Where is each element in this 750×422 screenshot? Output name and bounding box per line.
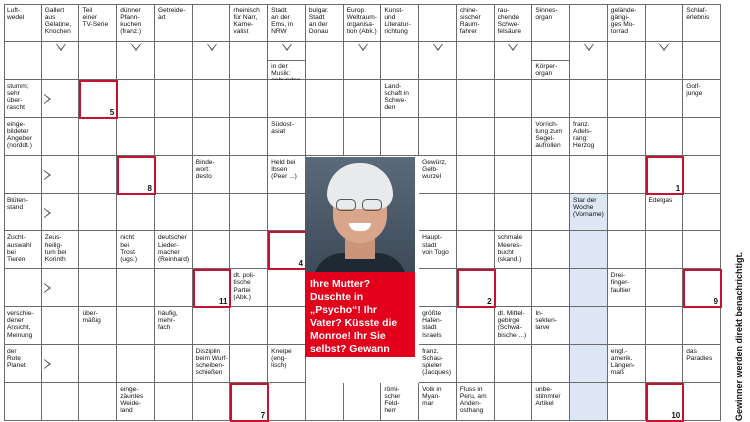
numbered-cell[interactable] (457, 269, 496, 308)
clue-text: franz. Adels- rang: Herzog (573, 120, 595, 149)
answer-cell[interactable] (79, 156, 117, 194)
answer-cell[interactable] (117, 345, 155, 383)
answer-cell[interactable] (155, 42, 193, 80)
arrow-down-icon (56, 44, 66, 51)
clue-cell (117, 4, 155, 42)
answer-cell[interactable] (193, 194, 231, 232)
clue-text: stumm; sehr über- rascht (7, 82, 29, 112)
answer-cell[interactable] (117, 269, 155, 307)
answer-cell[interactable] (4, 383, 42, 421)
clue-text: dt. Mittel- gebirge (Schwä- bische ...) (497, 310, 527, 339)
answer-cell[interactable] (4, 42, 42, 80)
answer-cell[interactable] (570, 383, 608, 421)
answer-cell[interactable] (230, 80, 268, 118)
side-note (727, 4, 750, 421)
clue-cell (4, 231, 42, 269)
answer-cell[interactable] (683, 307, 721, 345)
clue-text: franz. Schau- spieler (Jacques) (422, 348, 452, 377)
arrow-down-icon (584, 44, 594, 51)
answer-cell[interactable] (230, 231, 268, 269)
clue-text: einge- zäuntes Weide- land (120, 386, 144, 415)
clue-text: Zucht- auswahl bei Tieren (7, 234, 32, 263)
answer-cell[interactable] (457, 80, 495, 118)
answer-cell[interactable] (646, 80, 684, 118)
clue-cell (117, 231, 155, 269)
clue-cell (193, 156, 231, 194)
numbered-cell[interactable] (646, 383, 685, 422)
clue-cell (419, 307, 457, 345)
arrow-down-icon (207, 44, 217, 51)
answer-cell[interactable] (344, 80, 382, 118)
answer-cell[interactable] (495, 118, 533, 156)
answer-cell[interactable] (457, 42, 495, 80)
clue-cell (532, 42, 570, 80)
clue-text: Luft- wedel (7, 7, 25, 22)
answer-cell[interactable] (570, 4, 608, 42)
answer-cell[interactable] (42, 307, 80, 345)
answer-cell[interactable] (646, 269, 684, 307)
clue-text: bulgar. Stadt an der Donau (308, 7, 329, 36)
answer-cell[interactable] (306, 42, 344, 80)
answer-cell[interactable] (79, 231, 117, 269)
numbered-cell[interactable] (193, 269, 232, 308)
clue-text: Fluss in Peru, am Anden- osthang (459, 386, 487, 415)
answer-cell[interactable] (419, 80, 457, 118)
clue-text: Star der Woche (Vorname) (573, 196, 604, 218)
clue-cell (532, 118, 570, 156)
clue-cell (532, 4, 570, 42)
arrow-down-icon (659, 44, 669, 51)
clue-cell (532, 383, 570, 421)
clue-text: rau- chende Schwe- felsäure (497, 7, 522, 36)
clue-cell (42, 231, 80, 269)
clue-text: Disziplin beim Wurf- scheiben- schießen (195, 348, 228, 377)
clue-cell (4, 307, 42, 345)
clue-text: nicht bei Trost (ugs.) (120, 234, 138, 263)
clue-text: unbe- stimmter Artikel (535, 386, 561, 408)
answer-cell[interactable] (495, 345, 533, 383)
clue-text: Gewürz, Gelb- wurzel (422, 158, 447, 180)
answer-cell[interactable] (457, 307, 495, 345)
answer-cell[interactable] (608, 80, 646, 118)
answer-cell[interactable] (646, 231, 684, 269)
answer-cell[interactable] (155, 194, 193, 232)
answer-cell[interactable] (117, 80, 155, 118)
cell-number: 8 (147, 183, 152, 193)
clue-cell (230, 269, 268, 307)
clue-cell (419, 231, 457, 269)
answer-cell[interactable] (532, 345, 570, 383)
answer-cell[interactable] (419, 194, 457, 232)
clue-text: Blüten- stand (7, 196, 28, 211)
arrow-right-icon (44, 94, 51, 104)
answer-cell[interactable] (419, 118, 457, 156)
clue-cell (570, 194, 608, 232)
cell-number: 9 (713, 297, 718, 307)
answer-cell[interactable] (495, 269, 533, 307)
clue-text: dt. poli- tische Partei (Abk.) (233, 272, 256, 301)
answer-cell[interactable] (155, 345, 193, 383)
clue-text: verschie- dener Ansicht, Meinung (7, 310, 34, 339)
clue-text: Sinnes- organ (535, 7, 558, 22)
answer-cell[interactable] (419, 4, 457, 42)
clue-cell (117, 383, 155, 421)
clue-cell (42, 4, 80, 42)
answer-cell[interactable] (683, 383, 721, 421)
answer-cell[interactable] (155, 383, 193, 421)
clue-text: engl.- amerik. Längen- maß (610, 348, 635, 377)
clue-text: rheinisch für Narr, Karne- valist (233, 7, 260, 36)
clue-cell (419, 156, 457, 194)
answer-cell[interactable] (268, 383, 306, 421)
answer-cell[interactable] (42, 118, 80, 156)
clue-text: deutscher Lieder- macher (Reinhard) (157, 234, 190, 263)
answer-cell[interactable] (532, 194, 570, 232)
answer-cell[interactable] (570, 307, 608, 345)
answer-cell[interactable] (608, 194, 646, 232)
answer-cell[interactable] (457, 194, 495, 232)
answer-cell[interactable] (683, 194, 721, 232)
clue-cell (646, 194, 684, 232)
arrow-down-icon (358, 44, 368, 51)
clue-cell (381, 383, 419, 421)
answer-cell[interactable] (42, 383, 80, 421)
clue-text: Schlaf- erlebnis (686, 7, 710, 22)
clue-text: Golf- junge (686, 82, 703, 97)
clue-cell (608, 269, 646, 307)
clue-text: Vorrich- tung zum Segel- aufrollen (535, 120, 563, 149)
answer-cell[interactable] (193, 118, 231, 156)
clue-text: Europ. Weltraum- organisa- tion (Abk.) (346, 7, 377, 36)
answer-cell[interactable] (117, 194, 155, 232)
answer-cell[interactable] (495, 383, 533, 421)
numbered-cell[interactable] (683, 269, 722, 308)
clue-cell (532, 307, 570, 345)
clue-text: Getreide- art (157, 7, 186, 22)
side-note-text: Gewinner werden direkt benachrichtigt. (733, 251, 744, 421)
answer-cell[interactable] (532, 80, 570, 118)
answer-cell[interactable] (306, 80, 344, 118)
clue-text: Land- schaft in Schwe- den (384, 82, 409, 112)
clue-text: Gallert aus Gelatine, Knochen (44, 7, 72, 36)
answer-cell[interactable] (230, 156, 268, 194)
clue-text: größte Hafen- stadt Israels (422, 310, 442, 339)
clue-cell (457, 4, 495, 42)
answer-cell[interactable] (683, 42, 721, 80)
clue-cell (155, 307, 193, 345)
answer-cell[interactable] (193, 80, 231, 118)
clue-cell (495, 307, 533, 345)
cell-number: 2 (487, 297, 492, 307)
answer-cell[interactable] (117, 307, 155, 345)
answer-cell[interactable] (155, 80, 193, 118)
clue-cell (4, 80, 42, 118)
clue-cell (193, 345, 231, 383)
answer-cell[interactable] (79, 345, 117, 383)
clue-cell (381, 80, 419, 118)
clue-text: Kneipe (eng- lisch) (271, 348, 292, 370)
clue-cell (683, 345, 721, 383)
clue-text: dünner Pfann- kuchen (franz.) (120, 7, 142, 36)
clue-cell (495, 4, 533, 42)
clue-cell (4, 194, 42, 232)
answer-cell[interactable] (570, 156, 608, 194)
answer-cell[interactable] (230, 118, 268, 156)
numbered-cell[interactable] (79, 80, 118, 119)
arrow-down-icon (433, 44, 443, 51)
answer-cell[interactable] (4, 156, 42, 194)
clue-text: Teil einer TV-Serie (82, 7, 109, 29)
clue-cell (79, 4, 117, 42)
clue-text: chine- sischer Raum- fahrer (459, 7, 481, 36)
answer-cell[interactable] (570, 231, 608, 269)
clue-text: über- mäßig (82, 310, 101, 325)
answer-cell[interactable] (646, 118, 684, 156)
answer-cell[interactable] (495, 194, 533, 232)
answer-cell[interactable] (155, 118, 193, 156)
answer-cell[interactable] (344, 118, 382, 156)
answer-cell[interactable] (193, 307, 231, 345)
answer-cell[interactable] (193, 4, 231, 42)
clue-cell (419, 383, 457, 421)
answer-cell[interactable] (532, 269, 570, 307)
clue-cell (683, 4, 721, 42)
clue-cell (268, 345, 306, 383)
cell-number: 1 (675, 183, 681, 193)
clue-cell (79, 307, 117, 345)
answer-cell[interactable] (381, 118, 419, 156)
arrow-down-icon (282, 44, 292, 51)
clue-cell (457, 383, 495, 421)
answer-cell[interactable] (306, 118, 344, 156)
clue-text: einge- bildeter Angeber (norddt.) (7, 120, 32, 149)
clue-text: Südost- asiat (271, 120, 294, 135)
cell-number: 10 (671, 410, 681, 420)
answer-cell[interactable] (532, 231, 570, 269)
cell-number: 11 (218, 297, 228, 307)
clue-text: Binde- wort: desto (195, 158, 215, 180)
answer-cell[interactable] (419, 269, 457, 307)
cell-number: 5 (109, 107, 115, 117)
clue-text: Held bei Ibsen (Peer ...) (271, 158, 297, 180)
clue-cell (495, 231, 533, 269)
answer-cell[interactable] (79, 118, 117, 156)
answer-cell[interactable] (608, 118, 646, 156)
answer-cell[interactable] (457, 231, 495, 269)
answer-cell[interactable] (646, 345, 684, 383)
answer-cell[interactable] (608, 231, 646, 269)
clue-text: Edelgas (648, 196, 673, 204)
answer-cell[interactable] (457, 118, 495, 156)
clue-cell (344, 4, 382, 42)
arrow-down-icon (131, 44, 141, 51)
answer-cell[interactable] (268, 80, 306, 118)
arrow-down-icon (508, 44, 518, 51)
arrow-right-icon (44, 170, 51, 180)
feature-question: Ihre Mutter? Duschte in „Psycho“! Ihr Vater? Küsste die Monroe! Ihr Sie selbst? Gewann einen Oscar! Ihr Name gehört in die blauen Felder. (305, 272, 415, 357)
answer-cell[interactable] (268, 269, 306, 307)
answer-cell[interactable] (230, 307, 268, 345)
clue-cell (230, 4, 268, 42)
answer-cell[interactable] (268, 194, 306, 232)
numbered-cell[interactable] (268, 231, 307, 270)
clue-cell (268, 4, 306, 42)
clue-text: der Rote Planet (7, 348, 26, 370)
answer-cell[interactable] (4, 269, 42, 307)
answer-cell[interactable] (608, 156, 646, 194)
answer-cell[interactable] (155, 269, 193, 307)
clue-text: das Paradies (686, 348, 713, 363)
clue-cell (155, 231, 193, 269)
answer-cell[interactable] (193, 383, 231, 421)
clue-cell (155, 4, 193, 42)
answer-cell[interactable] (683, 231, 721, 269)
answer-cell[interactable] (532, 156, 570, 194)
clue-cell (419, 345, 457, 383)
clue-text: Körper- organ (532, 60, 569, 79)
answer-cell[interactable] (155, 156, 193, 194)
answer-cell[interactable] (230, 42, 268, 80)
clue-cell (608, 4, 646, 42)
answer-cell[interactable] (608, 42, 646, 80)
clue-text: häufig, mehr- fach (157, 310, 178, 332)
answer-cell[interactable] (117, 118, 155, 156)
clue-text: Zeus- heilig- tum bei Korinth (44, 234, 67, 263)
clue-cell (608, 345, 646, 383)
answer-cell[interactable] (79, 269, 117, 307)
answer-cell[interactable] (570, 80, 608, 118)
numbered-cell[interactable] (230, 383, 269, 422)
answer-cell[interactable] (457, 156, 495, 194)
arrow-right-icon (44, 208, 51, 218)
answer-cell[interactable] (608, 383, 646, 421)
clue-text: Kunst- und Literatur- richtung (384, 7, 411, 36)
answer-cell[interactable] (193, 231, 231, 269)
clue-text: Drei- finger- faultier (610, 272, 631, 294)
arrow-right-icon (44, 283, 51, 293)
answer-cell[interactable] (79, 383, 117, 421)
clue-text: schmale Meeres- bucht (skand.) (497, 234, 523, 263)
answer-cell[interactable] (570, 345, 608, 383)
answer-cell[interactable] (457, 345, 495, 383)
numbered-cell[interactable] (117, 156, 156, 195)
clue-text: Volk in Myan- mar (422, 386, 442, 408)
cell-number: 7 (260, 410, 266, 420)
clue-text: römi- scher Feld- herr (384, 386, 401, 415)
answer-cell[interactable] (230, 345, 268, 383)
clue-cell (306, 4, 344, 42)
clue-cell (4, 4, 42, 42)
numbered-cell[interactable] (646, 156, 685, 195)
answer-cell[interactable] (79, 194, 117, 232)
clue-text: in der Musik: (268, 60, 305, 79)
answer-cell[interactable] (608, 307, 646, 345)
clue-cell (570, 118, 608, 156)
answer-cell[interactable] (381, 42, 419, 80)
portrait-photo (305, 157, 415, 272)
clue-cell (381, 4, 419, 42)
answer-cell[interactable] (495, 156, 533, 194)
clue-text: Stadt an der Ems, in NRW (271, 7, 294, 36)
clue-cell (268, 118, 306, 156)
clue-cell (4, 345, 42, 383)
cell-number: 4 (298, 259, 303, 269)
clue-cell (268, 156, 306, 194)
answer-cell[interactable] (646, 307, 684, 345)
answer-cell[interactable] (495, 80, 533, 118)
answer-cell[interactable] (683, 156, 721, 194)
answer-cell[interactable] (683, 118, 721, 156)
clue-text: Haupt- stadt von Togo (422, 234, 449, 256)
answer-cell[interactable] (268, 307, 306, 345)
answer-cell[interactable] (570, 269, 608, 307)
answer-cell[interactable] (79, 42, 117, 80)
answer-cell[interactable] (646, 4, 684, 42)
answer-cell[interactable] (230, 194, 268, 232)
arrow-right-icon (44, 359, 51, 369)
clue-text: In- sekten- larve (535, 310, 557, 332)
clue-text: gelände- gängi- ges Mo- torrad (610, 7, 637, 36)
clue-cell (4, 118, 42, 156)
clue-cell (683, 80, 721, 118)
